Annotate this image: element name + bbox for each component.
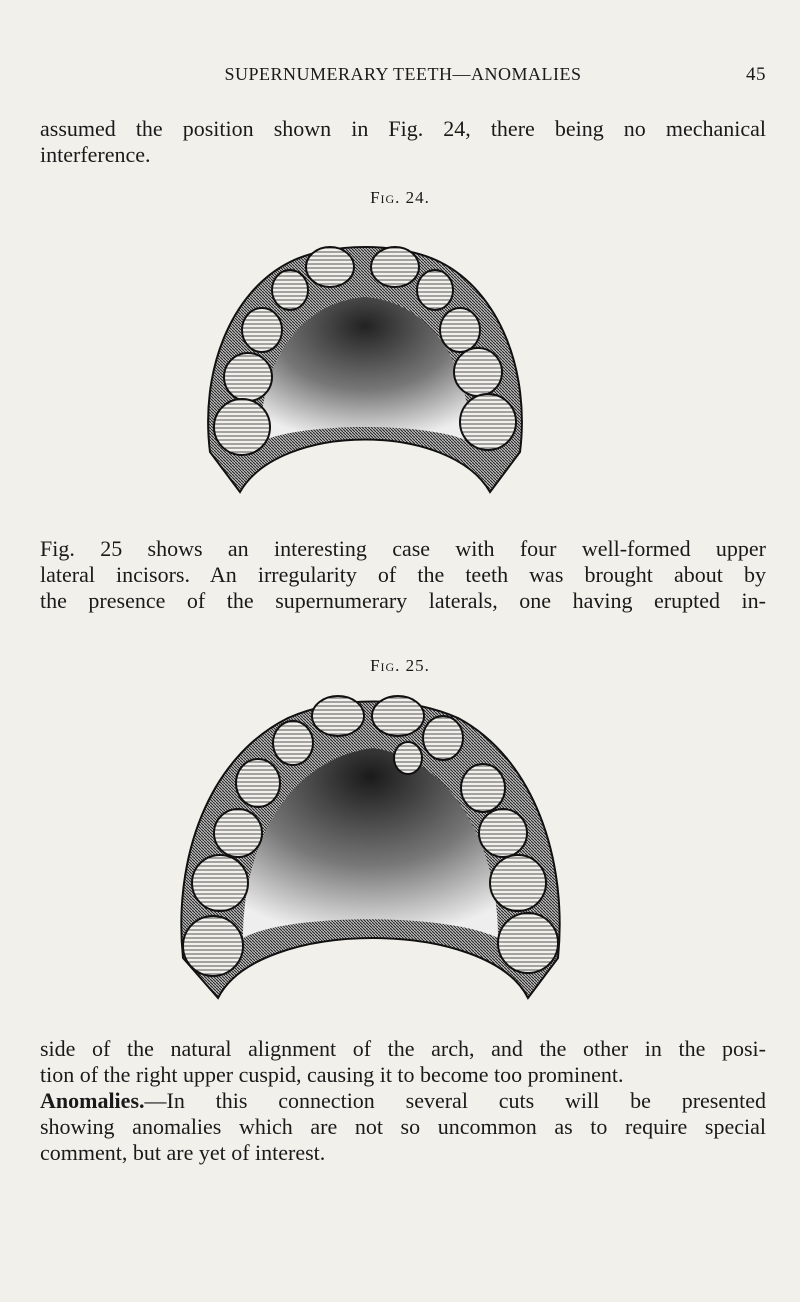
tooth (242, 308, 282, 352)
tooth (498, 913, 558, 973)
text-line (40, 1088, 766, 1114)
running-header (40, 64, 766, 90)
section-heading: Anomalies. (40, 1088, 145, 1113)
text-line: comment, but are yet of interest. (40, 1140, 326, 1165)
tooth (273, 721, 313, 765)
tooth (372, 696, 424, 736)
text-line: the presence of the supernumerary laterals, one having erupted in- (40, 588, 766, 613)
tooth (224, 353, 272, 401)
page-number: 45 (746, 64, 766, 85)
text-line: Fig. 25 shows an interesting case with four well-formed upper (40, 536, 766, 561)
paragraph-2 (40, 536, 766, 614)
text-line: side of the natural alignment of the arch, and the other in the posi- (40, 1036, 766, 1061)
paragraph-3 (40, 1036, 766, 1088)
text-line: interference. (40, 142, 151, 167)
tooth (454, 348, 502, 396)
figure-25-dental-arch (168, 688, 572, 1000)
text-line: lateral incisors. An irregularity of the teeth was brought about by (40, 562, 766, 587)
tooth (272, 270, 308, 310)
text-line: showing anomalies which are not so uncommon as to require special (40, 1114, 766, 1139)
paragraph-1 (40, 116, 766, 168)
paragraph-4 (40, 1088, 766, 1166)
tooth (460, 394, 516, 450)
tooth (192, 855, 248, 911)
tooth (183, 916, 243, 976)
tooth (490, 855, 546, 911)
figure-24-caption: Fig. 24. (370, 188, 430, 207)
heading-continuation: —In this connection several cuts will be presented (144, 1088, 766, 1113)
tooth (214, 399, 270, 455)
tooth (236, 759, 280, 807)
text-line: assumed the position shown in Fig. 24, there being no mechanical (40, 116, 766, 141)
figure-25-caption: Fig. 25. (370, 656, 430, 675)
tooth (461, 764, 505, 812)
tooth (214, 809, 262, 857)
tooth (440, 308, 480, 352)
text-line: tion of the right upper cuspid, causing it to become too prominent. (40, 1062, 624, 1087)
tooth (394, 742, 422, 774)
tooth (417, 270, 453, 310)
tooth (306, 247, 354, 287)
tooth (423, 716, 463, 760)
tooth (371, 247, 419, 287)
tooth (312, 696, 364, 736)
figure-24-dental-arch (190, 222, 540, 500)
running-title: SUPERNUMERARY TEETH—ANOMALIES (224, 64, 582, 84)
tooth (479, 809, 527, 857)
